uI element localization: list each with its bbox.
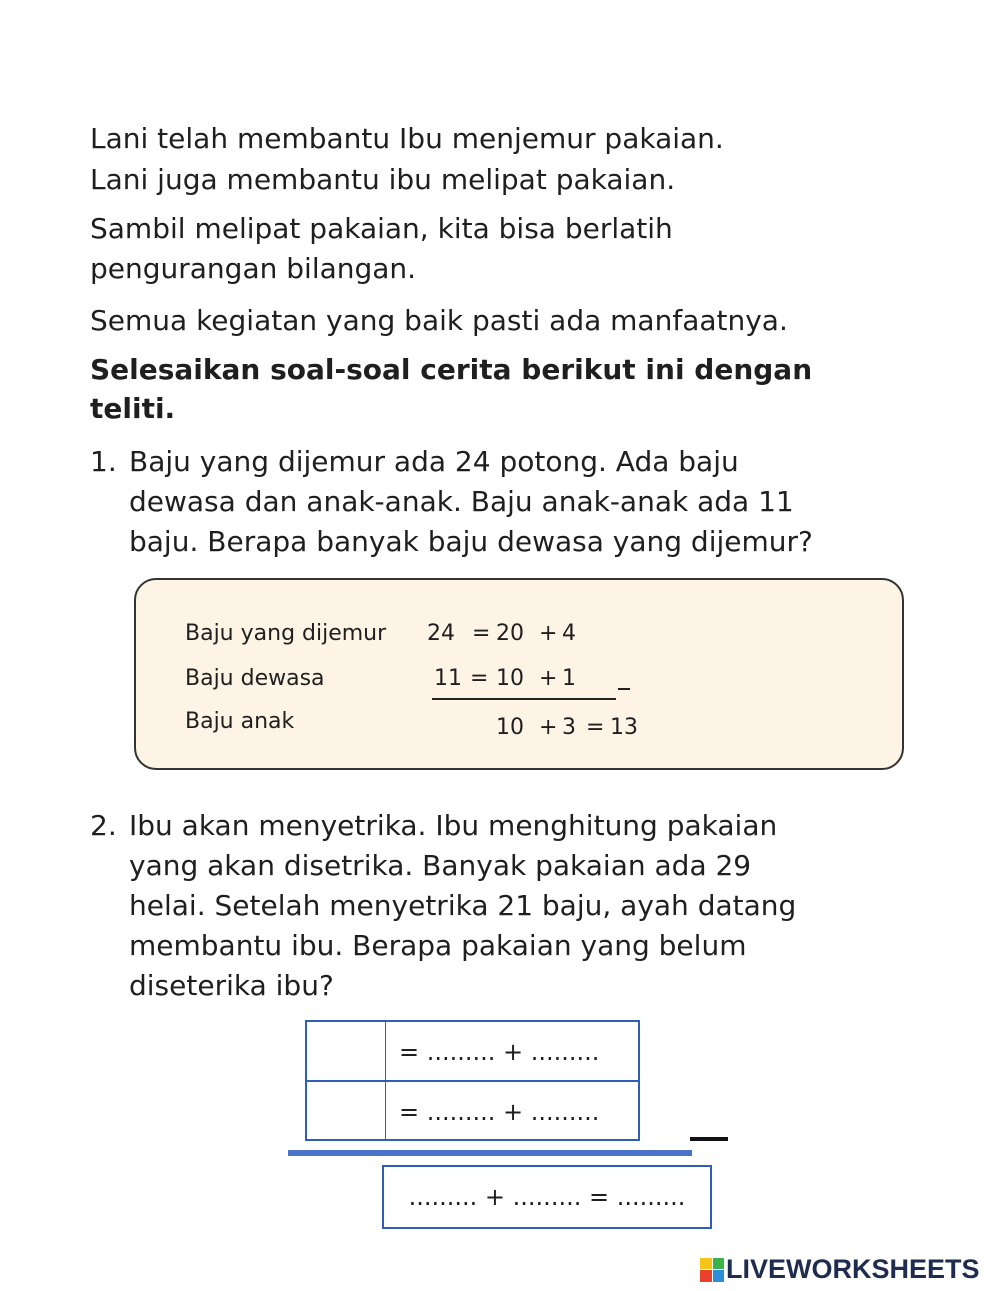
answer-blank-1[interactable] bbox=[307, 1022, 385, 1080]
question-1-number: 1. bbox=[90, 445, 117, 478]
liveworksheets-brand bbox=[700, 1254, 980, 1285]
question-1-line: baju. Berapa banyak baju dewasa yang dijemur? bbox=[129, 525, 813, 558]
liveworksheets-logo-icon bbox=[700, 1258, 724, 1282]
question-2-line: helai. Setelah menyetrika 21 baju, ayah datang bbox=[129, 889, 797, 922]
intro-line-4: pengurangan bilangan. bbox=[90, 252, 417, 285]
question-1-text bbox=[129, 442, 929, 562]
question-2-line: diseterika ibu? bbox=[129, 969, 334, 1002]
example-subtraction-line bbox=[432, 698, 616, 700]
minus-sign bbox=[690, 1137, 728, 1141]
example-value: 20 bbox=[496, 621, 524, 646]
table-divider bbox=[307, 1080, 638, 1082]
example-label-anak: Baju anak bbox=[185, 709, 295, 734]
answer-row-2-equation[interactable]: = ......... + ......... bbox=[399, 1098, 600, 1126]
answer-row-1-equation[interactable]: = ......... + ......... bbox=[399, 1038, 600, 1066]
answer-blank-2[interactable] bbox=[307, 1082, 385, 1140]
example-result: 13 bbox=[610, 715, 638, 740]
brand-name: LIVEWORKSHEETS bbox=[726, 1254, 980, 1284]
question-2-line: yang akan disetrika. Banyak pakaian ada 29 bbox=[129, 849, 752, 882]
example-value: 3 bbox=[562, 715, 576, 740]
example-plus: + bbox=[539, 621, 558, 646]
example-value: 10 bbox=[496, 715, 524, 740]
question-2-text bbox=[129, 806, 929, 1006]
question-2-line: Ibu akan menyetrika. Ibu menghitung pakaian bbox=[129, 809, 778, 842]
question-1-line: dewasa dan anak-anak. Baju anak-anak ada 11 bbox=[129, 485, 794, 518]
question-2-line: membantu ibu. Berapa pakaian yang belum bbox=[129, 929, 747, 962]
answer-result-box[interactable]: ......... + ......... = ......... bbox=[382, 1165, 712, 1229]
subtraction-line bbox=[288, 1150, 692, 1156]
example-value: 10 bbox=[496, 666, 524, 691]
example-value: 11 bbox=[434, 666, 462, 691]
example-plus: + bbox=[539, 715, 558, 740]
instruction-line-2: teliti. bbox=[90, 392, 176, 425]
intro-line-2: Lani juga membantu ibu melipat pakaian. bbox=[90, 163, 676, 196]
example-value: 24 bbox=[427, 621, 455, 646]
question-2-number: 2. bbox=[90, 809, 117, 842]
question-1-line: Baju yang dijemur ada 24 potong. Ada baju bbox=[129, 445, 739, 478]
answer-table bbox=[305, 1020, 640, 1141]
intro-line-5: Semua kegiatan yang baik pasti ada manfaatnya. bbox=[90, 304, 788, 337]
example-label-dijemur: Baju yang dijemur bbox=[185, 621, 387, 646]
example-value: 4 bbox=[562, 621, 576, 646]
example-minus-sign bbox=[618, 688, 630, 690]
instruction-line-1: Selesaikan soal-soal cerita berikut ini dengan bbox=[90, 353, 813, 386]
example-value: 1 bbox=[562, 666, 576, 691]
intro-line-1: Lani telah membantu Ibu menjemur pakaian. bbox=[90, 122, 724, 155]
example-equals: = bbox=[472, 621, 491, 646]
intro-line-3: Sambil melipat pakaian, kita bisa berlatih bbox=[90, 212, 673, 245]
example-plus: + bbox=[539, 666, 558, 691]
example-equals: = bbox=[586, 715, 605, 740]
example-label-dewasa: Baju dewasa bbox=[185, 666, 325, 691]
example-equals: = bbox=[470, 666, 489, 691]
